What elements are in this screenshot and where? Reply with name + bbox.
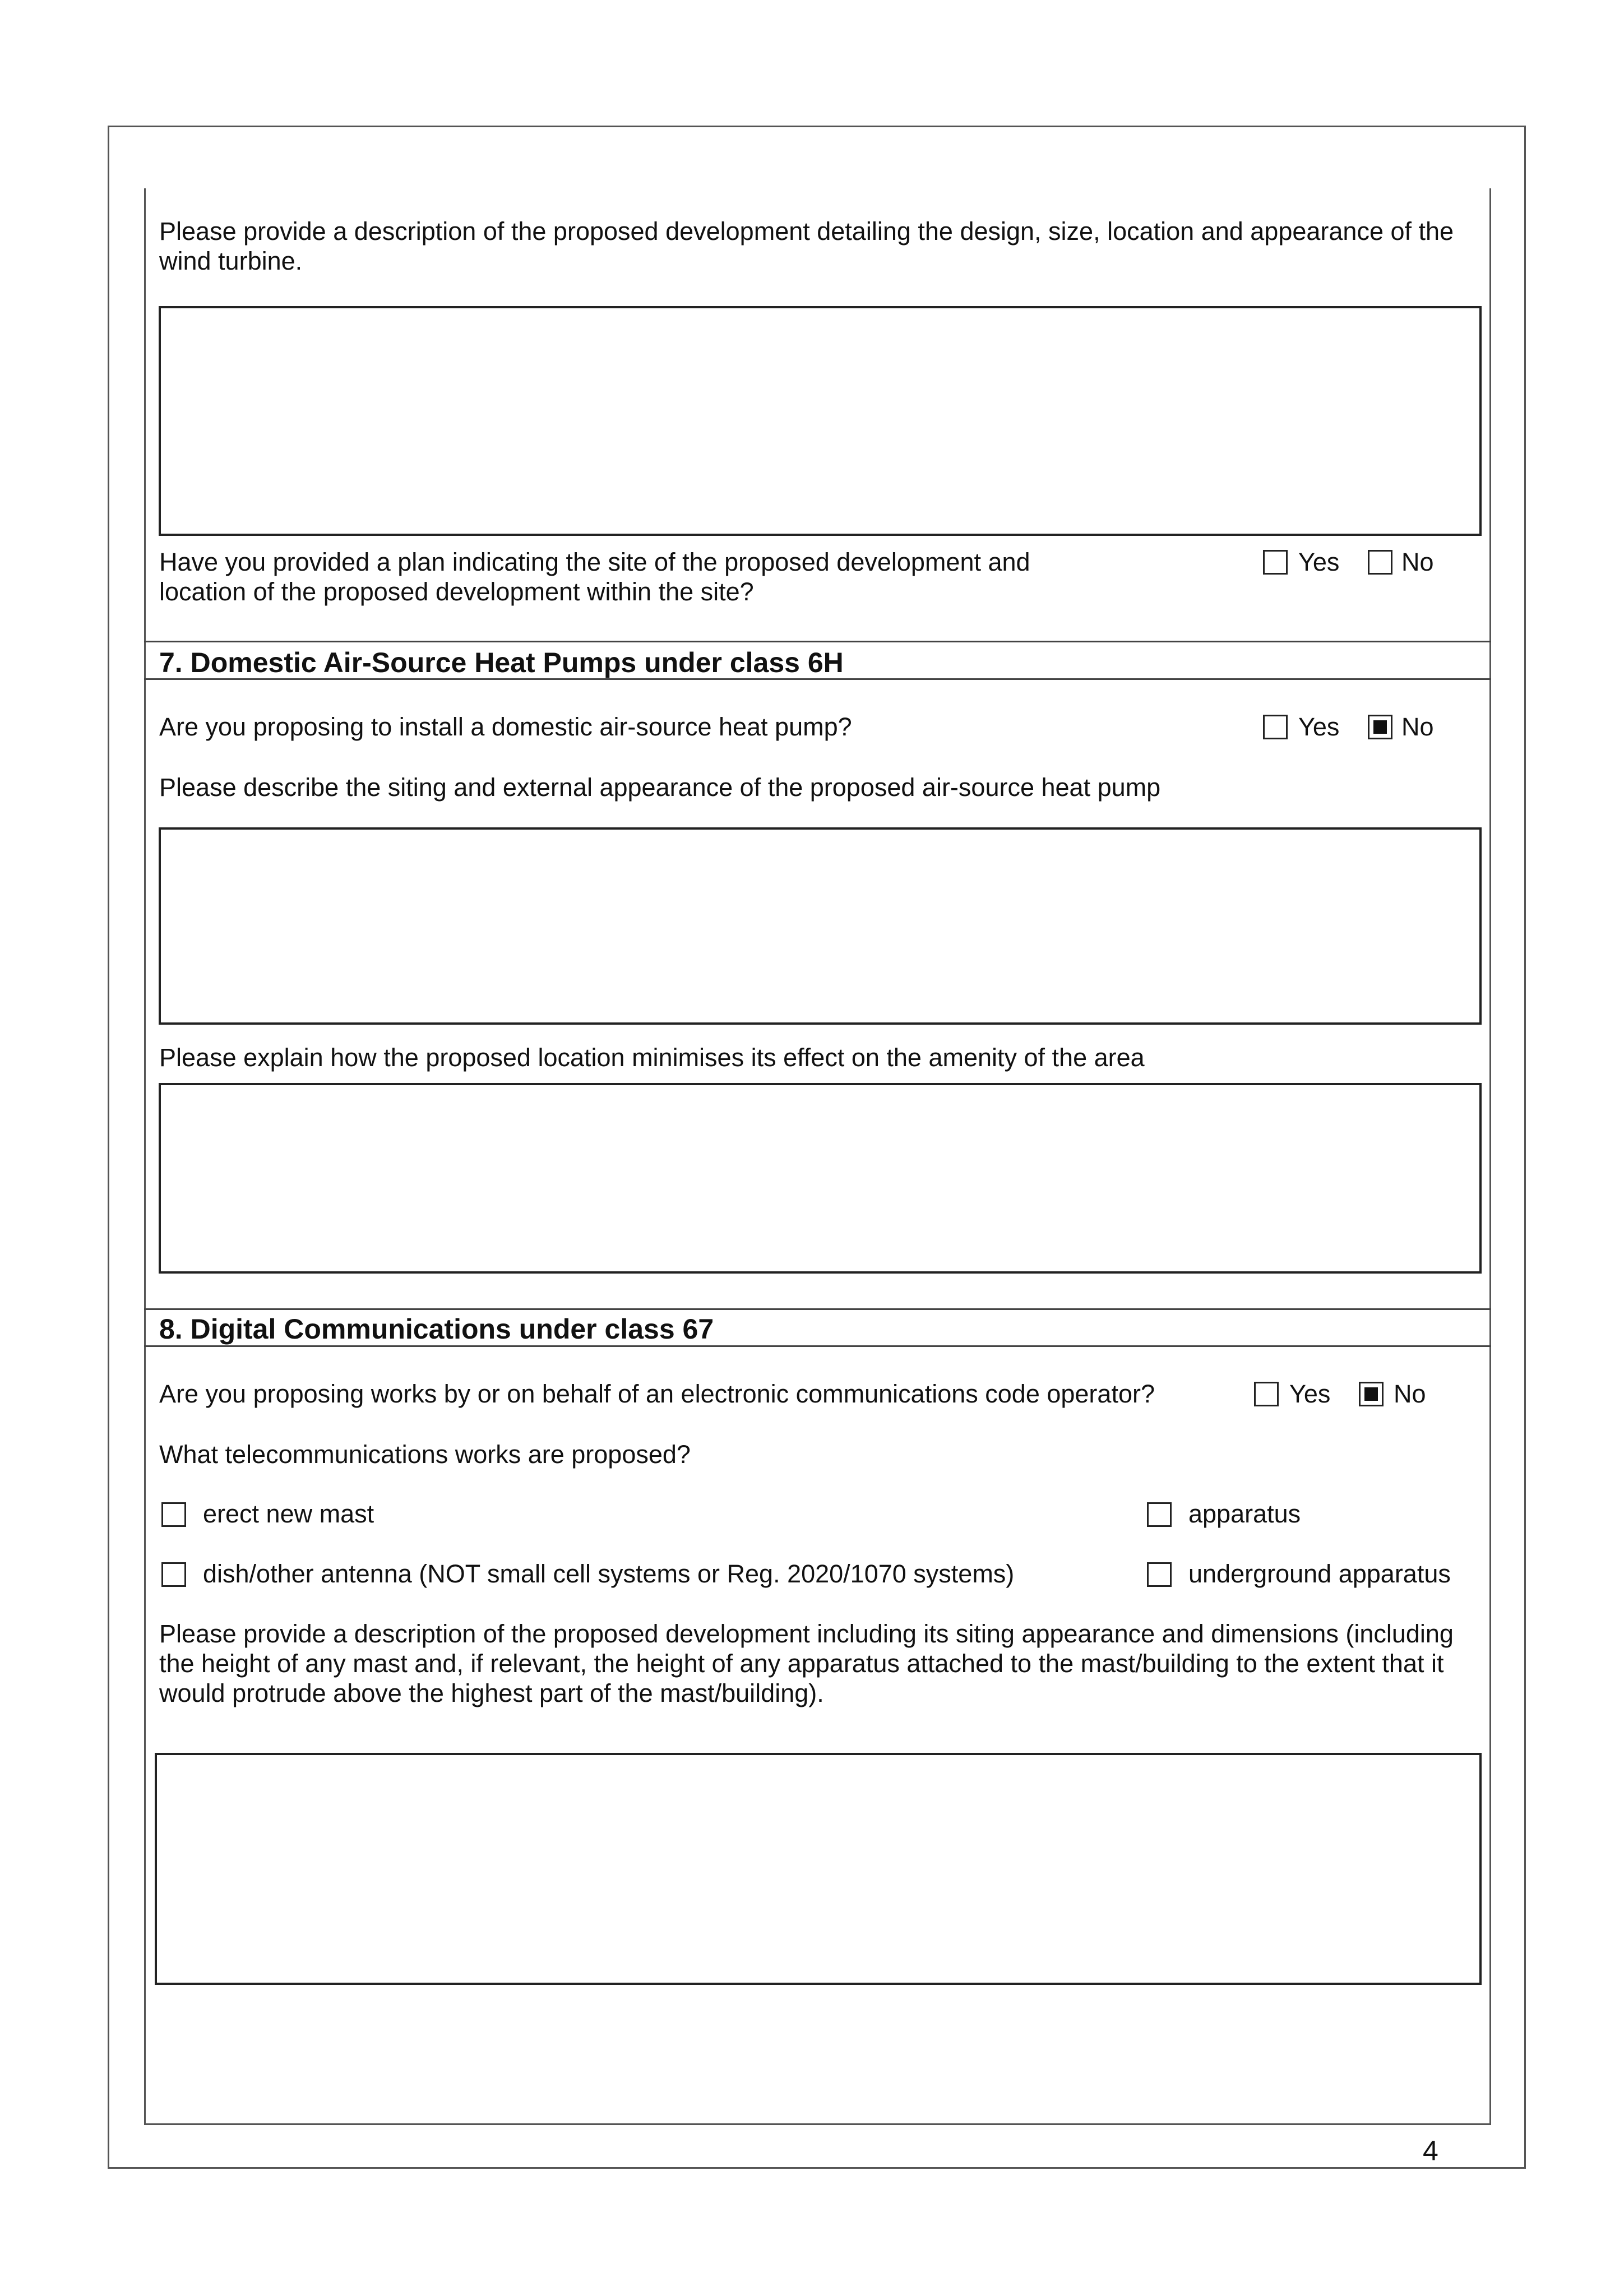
section8-top-rule <box>144 1308 1491 1310</box>
plan-no-checkbox[interactable] <box>1368 550 1392 575</box>
telecom-no-checkbox[interactable] <box>1359 1382 1384 1406</box>
heat-pump-yes-label: Yes <box>1298 712 1340 741</box>
plan-yes-label: Yes <box>1298 548 1340 576</box>
apparatus-checkbox[interactable] <box>1147 1502 1172 1527</box>
heat-pump-no-checkbox[interactable] <box>1368 715 1392 739</box>
page-number: 4 <box>1423 2135 1438 2167</box>
plan-yes-checkbox[interactable] <box>1263 550 1288 575</box>
heat-pump-amenity-textarea[interactable] <box>159 1083 1482 1274</box>
wind-description-textarea[interactable] <box>159 306 1482 536</box>
telecom-no-label: No <box>1394 1380 1426 1408</box>
heat-pump-no-label: No <box>1401 712 1434 741</box>
telecom-operator-question: Are you proposing works by or on behalf of an electronic communications code operator? <box>159 1380 1155 1408</box>
heat-pump-amenity-prompt: Please explain how the proposed location minimises its effect on the amenity of the area <box>159 1043 1145 1072</box>
heat-pump-siting-prompt: Please describe the siting and external appearance of the proposed air-source heat pump <box>159 773 1161 802</box>
plan-no-label: No <box>1401 548 1434 576</box>
dish-antenna-checkbox[interactable] <box>161 1562 186 1587</box>
underground-apparatus-label: underground apparatus <box>1188 1559 1451 1588</box>
erect-mast-label: erect new mast <box>203 1499 374 1528</box>
telecom-yes-checkbox[interactable] <box>1254 1382 1279 1406</box>
plan-question: Have you provided a plan indicating the site of the proposed development and location of the proposed development within the site? <box>159 548 1030 606</box>
heat-pump-siting-textarea[interactable] <box>159 827 1482 1025</box>
heat-pump-question: Are you proposing to install a domestic air-source heat pump? <box>159 712 852 741</box>
heat-pump-yes-checkbox[interactable] <box>1263 715 1288 739</box>
apparatus-label: apparatus <box>1188 1499 1301 1528</box>
telecom-description-prompt: Please provide a description of the proposed development including its siting appearance and dimensions (including the height of any mast and, if relevant, the height of any apparatus attached to the mast/building to the extent that it would protrude above the highest part of the mast/building). <box>159 1619 1454 1707</box>
section7-heading: 7. Domestic Air-Source Heat Pumps under class 6H <box>159 647 844 678</box>
section8-heading: 8. Digital Communications under class 67 <box>159 1313 714 1345</box>
wind-description-prompt: Please provide a description of the proposed development detailing the design, size, location and appearance of the wind turbine. <box>159 217 1454 275</box>
telecom-description-textarea[interactable] <box>155 1753 1482 1985</box>
telecom-yes-label: Yes <box>1289 1380 1331 1408</box>
section7-top-rule <box>144 641 1491 642</box>
dish-antenna-label: dish/other antenna (NOT small cell systems or Reg. 2020/1070 systems) <box>203 1559 1015 1588</box>
section7-heading-rule <box>144 678 1491 680</box>
telecom-works-question: What telecommunications works are proposed? <box>159 1440 691 1469</box>
erect-mast-checkbox[interactable] <box>161 1502 186 1527</box>
section8-heading-rule <box>144 1345 1491 1347</box>
underground-apparatus-checkbox[interactable] <box>1147 1562 1172 1587</box>
